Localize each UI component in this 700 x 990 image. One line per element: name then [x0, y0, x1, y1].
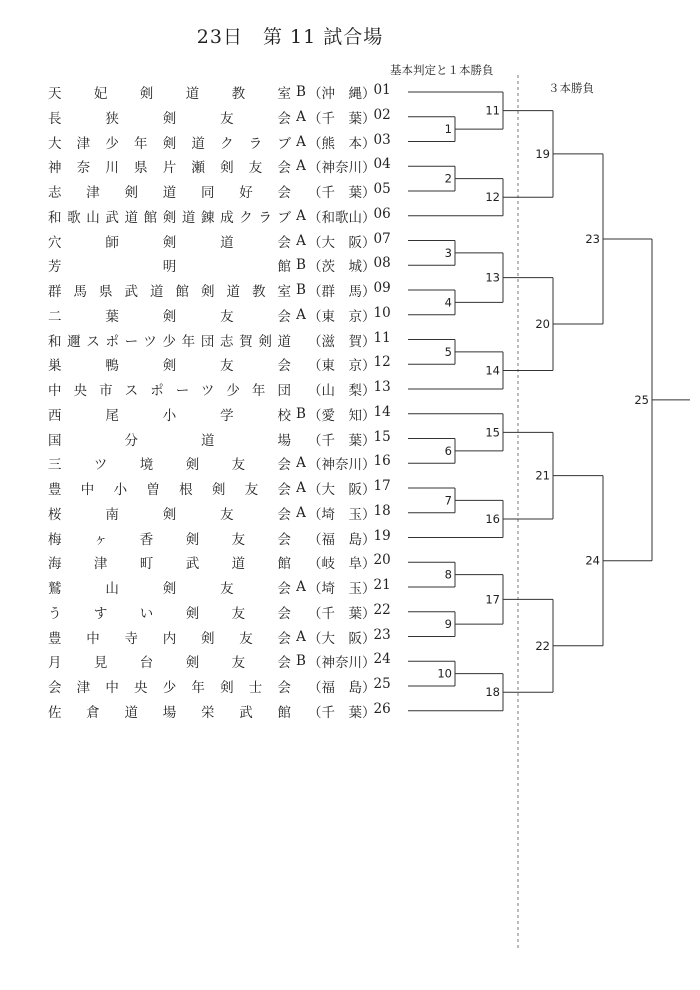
team-suffix: B: [296, 257, 306, 274]
team-number: 19: [373, 527, 391, 544]
team-suffix: A: [296, 504, 306, 521]
team-name: 和歌山武道館剣道錬成クラブ: [48, 209, 291, 226]
team-name: 中央市スポーツ少年団: [48, 383, 291, 399]
team-prefecture: （大 阪）: [308, 482, 376, 498]
team-suffix: A: [296, 232, 306, 249]
team-name: 月見台剣友会: [48, 655, 291, 672]
team-number: 26: [373, 700, 391, 717]
team-prefecture: （千 葉）: [308, 704, 376, 721]
team-name: 鷲山剣友会: [48, 581, 291, 597]
team-prefecture: （埼 玉）: [308, 581, 376, 597]
match-number: 13: [485, 270, 500, 285]
match-number: 21: [535, 468, 550, 483]
team-name: 国分道場: [48, 432, 291, 449]
team-name: 芳明館: [48, 259, 291, 276]
team-suffix: B: [296, 282, 306, 298]
team-number: 21: [373, 577, 391, 593]
team-suffix: A: [296, 207, 306, 224]
match-number: 9: [444, 617, 452, 632]
match-number: 3: [444, 245, 452, 260]
team-name: 西尾小学校: [48, 407, 291, 424]
team-number: 22: [373, 601, 391, 618]
team-name: 穴師剣道会: [48, 234, 291, 251]
match-number: 24: [585, 553, 600, 568]
team-prefecture: （神奈川）: [308, 655, 376, 672]
team-name: 桜南剣友会: [48, 506, 291, 523]
team-prefecture: （沖 縄）: [308, 86, 376, 102]
team-number: 05: [373, 181, 391, 197]
match-number: 23: [585, 231, 600, 246]
team-name: 巣鴨剣友会: [48, 358, 291, 375]
match-number: 20: [535, 317, 550, 332]
match-number: 25: [634, 392, 649, 407]
team-prefecture: （千 葉）: [308, 605, 376, 622]
match-number: 6: [444, 443, 452, 458]
team-prefecture: （茨 城）: [308, 259, 376, 276]
team-name: 佐倉道場栄武館: [48, 704, 291, 721]
match-number: 14: [485, 363, 500, 378]
team-prefecture: （福 島）: [308, 680, 376, 696]
team-number: 17: [373, 478, 391, 494]
match-number: 11: [485, 103, 500, 118]
team-prefecture: （千 葉）: [308, 432, 376, 449]
team-name: 大津少年剣道クラブ: [48, 135, 291, 152]
team-prefecture: （千 葉）: [308, 185, 376, 201]
team-suffix: A: [296, 306, 306, 323]
team-number: 20: [373, 552, 391, 569]
team-number: 23: [373, 626, 391, 643]
match-number: 1: [444, 122, 452, 137]
team-prefecture: （和歌山）: [308, 209, 376, 226]
team-prefecture: （大 阪）: [308, 234, 376, 251]
team-prefecture: （山 梨）: [308, 383, 376, 399]
team-name: うすい剣友会: [48, 605, 291, 622]
team-suffix: A: [296, 628, 306, 645]
team-number: 08: [373, 255, 391, 272]
team-name: 二葉剣友会: [48, 308, 291, 325]
team-suffix: A: [296, 108, 306, 125]
team-number: 02: [373, 106, 391, 123]
team-number: 01: [373, 82, 391, 98]
later-rounds-rule-label: ３本勝負: [548, 81, 594, 95]
team-suffix: A: [296, 133, 306, 150]
team-suffix: B: [296, 405, 306, 422]
match-number: 8: [444, 567, 452, 582]
team-prefecture: （神奈川）: [308, 160, 376, 177]
team-name: 神奈川県片瀬剣友会: [48, 160, 291, 177]
match-number: 22: [535, 638, 550, 653]
team-number: 09: [373, 280, 391, 296]
team-number: 14: [373, 403, 391, 420]
team-number: 07: [373, 230, 391, 247]
team-prefecture: （熊 本）: [308, 135, 376, 152]
match-number: 4: [444, 295, 452, 310]
team-name: 海津町武道館: [48, 556, 291, 573]
team-prefecture: （大 阪）: [308, 630, 376, 647]
team-name: 梅ヶ香剣友会: [48, 531, 291, 548]
team-name: 長狭剣友会: [48, 110, 291, 127]
team-number: 10: [373, 304, 391, 321]
team-number: 25: [373, 676, 391, 692]
team-number: 13: [373, 379, 391, 395]
match-number: 18: [485, 685, 500, 700]
team-name: 豊中寺内剣友会: [48, 630, 291, 647]
team-name: 会津中央少年剣士会: [48, 680, 291, 696]
team-prefecture: （福 島）: [308, 531, 376, 548]
match-number: 17: [485, 592, 500, 607]
team-number: 24: [373, 651, 391, 668]
match-number: 19: [535, 146, 550, 161]
team-number: 12: [373, 354, 391, 371]
team-name: 天妃剣道教室: [48, 86, 291, 102]
team-prefecture: （神奈川）: [308, 457, 376, 474]
team-prefecture: （岐 阜）: [308, 556, 376, 573]
team-name: 豊中小曽根剣友会: [48, 482, 291, 498]
match-number: 2: [444, 171, 452, 186]
team-number: 16: [373, 453, 391, 470]
match-number: 5: [444, 344, 452, 359]
team-prefecture: （東 京）: [308, 308, 376, 325]
team-name: 三ツ境剣友会: [48, 457, 291, 474]
match-number: 7: [444, 493, 452, 508]
team-prefecture: （東 京）: [308, 358, 376, 375]
team-suffix: B: [296, 653, 306, 670]
match-number: 10: [437, 666, 452, 681]
team-suffix: B: [296, 84, 306, 100]
match-number: 16: [485, 511, 500, 526]
match-number: 12: [485, 190, 500, 205]
team-prefecture: （愛 知）: [308, 407, 376, 424]
match-number: 15: [485, 425, 500, 440]
team-suffix: A: [296, 158, 306, 175]
page-title: 23日 第 11 試合場: [196, 26, 384, 48]
team-number: 03: [373, 131, 391, 148]
team-name: 和邇スポーツ少年団志賀剣道: [48, 333, 291, 350]
team-number: 18: [373, 502, 391, 519]
team-prefecture: （滋 賀）: [308, 333, 376, 350]
team-number: 06: [373, 205, 391, 222]
team-number: 04: [373, 156, 391, 173]
team-suffix: A: [296, 579, 306, 595]
team-prefecture: （千 葉）: [308, 110, 376, 127]
team-name: 志津剣道同好会: [48, 185, 291, 201]
team-suffix: A: [296, 455, 306, 472]
team-prefecture: （群 馬）: [308, 284, 376, 300]
team-suffix: A: [296, 480, 306, 496]
team-number: 15: [373, 428, 391, 445]
team-prefecture: （埼 玉）: [308, 506, 376, 523]
team-number: 11: [373, 329, 391, 346]
round1-rule-label: 基本判定と１本勝負: [390, 63, 494, 77]
team-name: 群馬県武道館剣道教室: [48, 284, 291, 300]
